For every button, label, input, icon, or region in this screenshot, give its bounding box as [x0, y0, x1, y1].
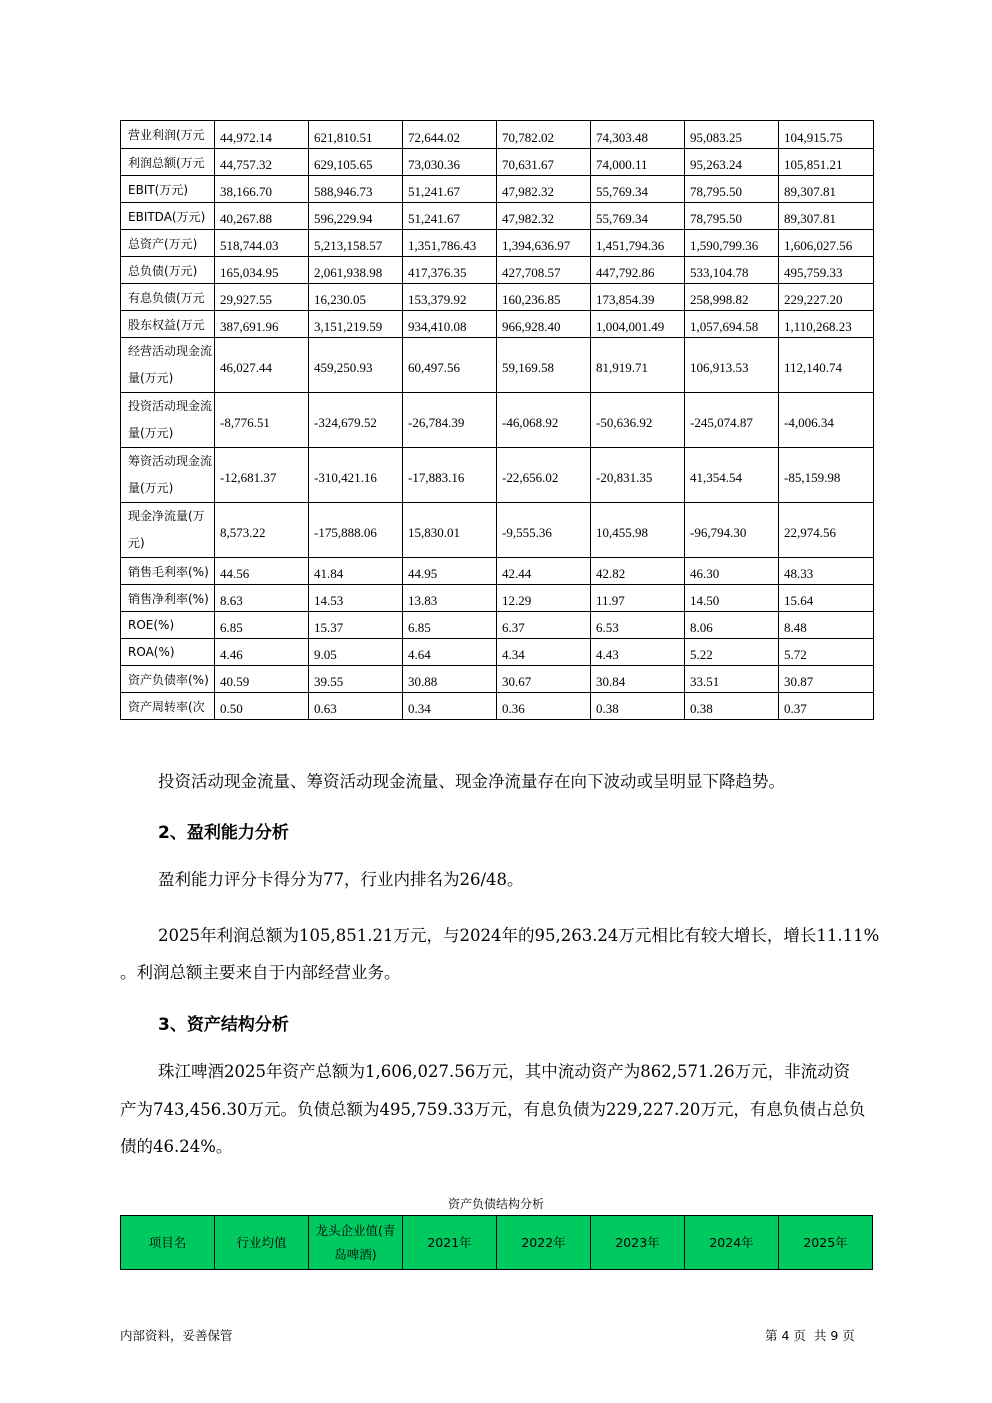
table-cell: 4.46: [215, 639, 309, 666]
table-cell: 8.48: [779, 612, 874, 639]
header-2021: 2021年: [403, 1216, 497, 1270]
table-cell: -245,074.87: [685, 393, 779, 448]
table-cell: 51,241.67: [403, 203, 497, 230]
table-cell: 10,455.98: [591, 503, 685, 558]
section-2-score-paragraph: 盈利能力评分卡得分为77，行业内排名为26/48。: [158, 870, 524, 889]
table-row: [121, 639, 874, 666]
table-cell: 112,140.74: [779, 338, 874, 393]
table-cell: -17,883.16: [403, 448, 497, 503]
table-cell: 387,691.96: [215, 311, 309, 338]
table-row: [121, 612, 874, 639]
table-cell: 72,644.02: [403, 121, 497, 149]
table-cell: 14.50: [685, 585, 779, 612]
table-cell: 74,000.11: [591, 149, 685, 176]
table-cell: 1,590,799.36: [685, 230, 779, 257]
row-label: ROE(%): [121, 612, 215, 639]
table-cell: 427,708.57: [497, 257, 591, 284]
table-row: [121, 230, 874, 257]
table-cell: 9.05: [309, 639, 403, 666]
table-row: [121, 585, 874, 612]
table-cell: 40,267.88: [215, 203, 309, 230]
row-label: 投资活动现金流量(万元): [121, 393, 215, 448]
table-cell: 160,236.85: [497, 284, 591, 311]
table-row: [121, 503, 874, 558]
table-cell: 6.85: [215, 612, 309, 639]
section-3-line-3: 债的46.24%。: [120, 1137, 233, 1156]
table-row: [121, 284, 874, 311]
row-label: ROA(%): [121, 639, 215, 666]
table-cell: 165,034.95: [215, 257, 309, 284]
table-cell: 0.36: [497, 693, 591, 720]
row-label: 总负债(万元): [121, 257, 215, 284]
table-cell: 15,830.01: [403, 503, 497, 558]
table-cell: 40.59: [215, 666, 309, 693]
row-label: EBIT(万元): [121, 176, 215, 203]
row-label: 销售净利率(%): [121, 585, 215, 612]
table-cell: 11.97: [591, 585, 685, 612]
table-cell: 459,250.93: [309, 338, 403, 393]
footer-confidential-note: 内部资料，妥善保管: [120, 1328, 233, 1343]
table-cell: 0.38: [685, 693, 779, 720]
header-leader-value: 龙头企业值(青岛啤酒): [309, 1216, 403, 1270]
table-cell: 78,795.50: [685, 176, 779, 203]
table-cell: -9,555.36: [497, 503, 591, 558]
table-row: [121, 448, 874, 503]
table-cell: -4,006.34: [779, 393, 874, 448]
table-cell: 104,915.75: [779, 121, 874, 149]
table-cell: 229,227.20: [779, 284, 874, 311]
row-label: 营业利润(万元: [121, 121, 215, 149]
table-cell: -50,636.92: [591, 393, 685, 448]
table-cell: 41,354.54: [685, 448, 779, 503]
table-cell: 629,105.65: [309, 149, 403, 176]
table-cell: 4.43: [591, 639, 685, 666]
table-cell: 29,927.55: [215, 284, 309, 311]
table-cell: 70,631.67: [497, 149, 591, 176]
table-cell: 30.84: [591, 666, 685, 693]
row-label: 总资产(万元): [121, 230, 215, 257]
header-2022: 2022年: [497, 1216, 591, 1270]
table-cell: -46,068.92: [497, 393, 591, 448]
table-cell: 30.67: [497, 666, 591, 693]
row-label: 利润总额(万元: [121, 149, 215, 176]
table-cell: 533,104.78: [685, 257, 779, 284]
table-cell: 46,027.44: [215, 338, 309, 393]
table-cell: -22,656.02: [497, 448, 591, 503]
table-row: [121, 121, 874, 149]
section-3-line-2: 产为743,456.30万元。负债总额为495,759.33万元，有息负债为229,227.20万元，有息负债占总负: [120, 1100, 866, 1119]
table-row: [121, 393, 874, 448]
balance-table-header-row: [121, 1216, 873, 1270]
table-cell: 2,061,938.98: [309, 257, 403, 284]
table-cell: 1,606,027.56: [779, 230, 874, 257]
table-cell: -310,421.16: [309, 448, 403, 503]
table-cell: 74,303.48: [591, 121, 685, 149]
table-cell: -20,831.35: [591, 448, 685, 503]
table-cell: 33.51: [685, 666, 779, 693]
table-cell: 6.37: [497, 612, 591, 639]
table-row: [121, 203, 874, 230]
table-cell: 60,497.56: [403, 338, 497, 393]
table-cell: 44,972.14: [215, 121, 309, 149]
table-cell: 966,928.40: [497, 311, 591, 338]
table-cell: -26,784.39: [403, 393, 497, 448]
table-cell: 81,919.71: [591, 338, 685, 393]
table-cell: 78,795.50: [685, 203, 779, 230]
footer-page-number: 第 4 页 共 9 页: [765, 1328, 855, 1343]
table-cell: 12.29: [497, 585, 591, 612]
table-cell: 621,810.51: [309, 121, 403, 149]
table-cell: 0.38: [591, 693, 685, 720]
table-cell: 15.37: [309, 612, 403, 639]
table-cell: 59,169.58: [497, 338, 591, 393]
table-cell: 73,030.36: [403, 149, 497, 176]
table-cell: 38,166.70: [215, 176, 309, 203]
table-cell: 934,410.08: [403, 311, 497, 338]
table-cell: 258,998.82: [685, 284, 779, 311]
table-cell: 6.85: [403, 612, 497, 639]
table-cell: 51,241.67: [403, 176, 497, 203]
table-cell: 16,230.05: [309, 284, 403, 311]
row-label: 销售毛利率(%): [121, 558, 215, 585]
balance-structure-table: [120, 1215, 873, 1270]
table-cell: 4.64: [403, 639, 497, 666]
table-cell: 0.50: [215, 693, 309, 720]
header-2025: 2025年: [779, 1216, 873, 1270]
table-cell: 0.63: [309, 693, 403, 720]
table-cell: 495,759.33: [779, 257, 874, 284]
table-cell: 55,769.34: [591, 176, 685, 203]
table-row: [121, 558, 874, 585]
table-cell: 89,307.81: [779, 176, 874, 203]
table-cell: 95,083.25: [685, 121, 779, 149]
table-cell: -324,679.52: [309, 393, 403, 448]
table-cell: -8,776.51: [215, 393, 309, 448]
table-cell: 0.34: [403, 693, 497, 720]
table-cell: 46.30: [685, 558, 779, 585]
table-cell: 15.64: [779, 585, 874, 612]
table-cell: 44.95: [403, 558, 497, 585]
table-cell: 588,946.73: [309, 176, 403, 203]
table-cell: 5,213,158.57: [309, 230, 403, 257]
table-cell: 447,792.86: [591, 257, 685, 284]
table-cell: 22,974.56: [779, 503, 874, 558]
table-cell: 30.87: [779, 666, 874, 693]
table-cell: 42.82: [591, 558, 685, 585]
table-cell: 153,379.92: [403, 284, 497, 311]
financial-indicators-table: [120, 120, 874, 720]
table-cell: 1,110,268.23: [779, 311, 874, 338]
header-2023: 2023年: [591, 1216, 685, 1270]
table-cell: 47,982.32: [497, 203, 591, 230]
table-cell: -12,681.37: [215, 448, 309, 503]
row-label: 资产周转率(次: [121, 693, 215, 720]
table-cell: 41.84: [309, 558, 403, 585]
table-cell: -85,159.98: [779, 448, 874, 503]
table-cell: 3,151,219.59: [309, 311, 403, 338]
table-cell: 1,351,786.43: [403, 230, 497, 257]
section-2-profit-line-2: 。利润总额主要来自于内部经营业务。: [120, 963, 401, 982]
table-cell: 596,229.94: [309, 203, 403, 230]
header-2024: 2024年: [685, 1216, 779, 1270]
table-cell: 1,057,694.58: [685, 311, 779, 338]
table-cell: 1,451,794.36: [591, 230, 685, 257]
table-row: [121, 666, 874, 693]
section-2-profit-line-1: 2025年利润总额为105,851.21万元，与2024年的95,263.24万元相比有较大增长，增长11.11%: [158, 926, 880, 945]
table-row: [121, 149, 874, 176]
row-label: EBITDA(万元): [121, 203, 215, 230]
table-cell: 1,004,001.49: [591, 311, 685, 338]
balance-table-caption: 资产负债结构分析: [447, 1197, 544, 1211]
table-cell: 89,307.81: [779, 203, 874, 230]
table-cell: 14.53: [309, 585, 403, 612]
table-cell: 1,394,636.97: [497, 230, 591, 257]
section-3-heading: 3、资产结构分析: [158, 1015, 289, 1035]
table-cell: 6.53: [591, 612, 685, 639]
table-cell: 5.22: [685, 639, 779, 666]
table-cell: 44,757.32: [215, 149, 309, 176]
header-industry-average: 行业均值: [215, 1216, 309, 1270]
row-label: 经营活动现金流量(万元): [121, 338, 215, 393]
cashflow-note: 投资活动现金流量、筹资活动现金流量、现金净流量存在向下波动或呈明显下降趋势。: [158, 772, 785, 791]
table-row: [121, 311, 874, 338]
table-cell: -96,794.30: [685, 503, 779, 558]
table-cell: 0.37: [779, 693, 874, 720]
table-cell: 518,744.03: [215, 230, 309, 257]
section-3-line-1: 珠江啤酒2025年资产总额为1,606,027.56万元，其中流动资产为862,571.26万元，非流动资: [158, 1062, 851, 1081]
table-cell: 4.34: [497, 639, 591, 666]
table-row: [121, 338, 874, 393]
table-cell: 417,376.35: [403, 257, 497, 284]
table-cell: 95,263.24: [685, 149, 779, 176]
table-cell: 30.88: [403, 666, 497, 693]
table-cell: 47,982.32: [497, 176, 591, 203]
table-row: [121, 257, 874, 284]
row-label: 现金净流量(万元): [121, 503, 215, 558]
table-cell: -175,888.06: [309, 503, 403, 558]
table-cell: 105,851.21: [779, 149, 874, 176]
table-cell: 55,769.34: [591, 203, 685, 230]
table-cell: 8.06: [685, 612, 779, 639]
table-cell: 8,573.22: [215, 503, 309, 558]
section-2-heading: 2、盈利能力分析: [158, 823, 289, 843]
table-cell: 13.83: [403, 585, 497, 612]
table-cell: 39.55: [309, 666, 403, 693]
table-cell: 70,782.02: [497, 121, 591, 149]
row-label: 有息负债(万元: [121, 284, 215, 311]
row-label: 资产负债率(%): [121, 666, 215, 693]
row-label: 筹资活动现金流量(万元): [121, 448, 215, 503]
table-row: [121, 176, 874, 203]
table-cell: 106,913.53: [685, 338, 779, 393]
table-cell: 44.56: [215, 558, 309, 585]
table-cell: 173,854.39: [591, 284, 685, 311]
row-label: 股东权益(万元: [121, 311, 215, 338]
table-cell: 48.33: [779, 558, 874, 585]
table-cell: 8.63: [215, 585, 309, 612]
table-cell: 42.44: [497, 558, 591, 585]
header-item-name: 项目名: [121, 1216, 215, 1270]
table-row: [121, 693, 874, 720]
table-cell: 5.72: [779, 639, 874, 666]
